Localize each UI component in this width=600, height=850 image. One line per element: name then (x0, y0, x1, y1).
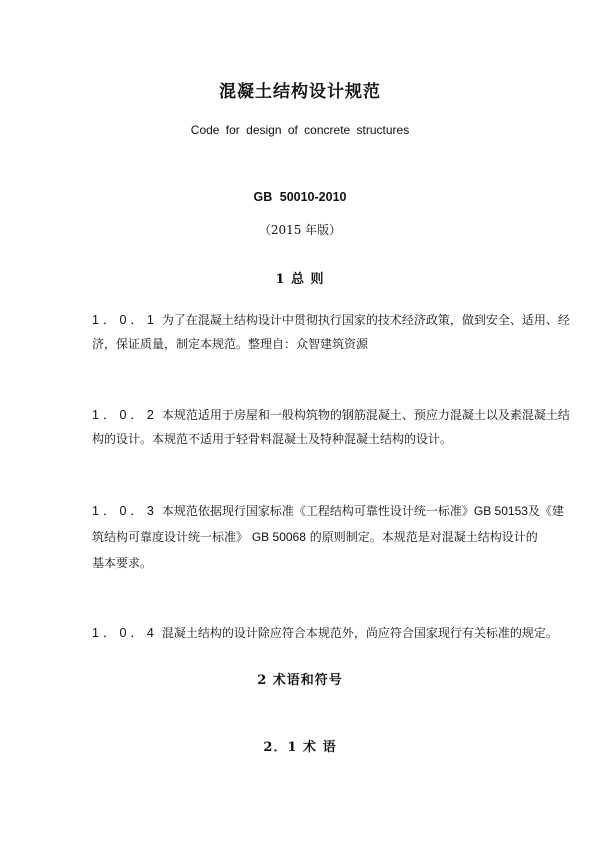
clause-text: 基本要求。 (92, 556, 153, 570)
clause-text: 筑结构可靠度设计统一标准》 (92, 530, 249, 544)
clause-text: 的原则制定。本规范是对混凝土结构设计的 (309, 530, 538, 544)
clause-1-0-2 (92, 403, 570, 451)
clause-line (92, 308, 570, 332)
clause-number: 1．0．4 (92, 626, 158, 640)
clause-number: 1．0．1 (92, 313, 158, 327)
chapter-2-heading: 2 术语和符号 (257, 673, 343, 688)
clause-text: 为了在混凝土结构设计中贯彻执行国家的技术经济政策，做到安全、适用、经 (161, 313, 570, 327)
document-title: 混凝土结构设计规范 (219, 82, 381, 102)
clause-text: 及《建 (527, 504, 564, 518)
section-2-1-heading: 2．1 术 语 (263, 740, 337, 755)
clause-1-0-3 (92, 498, 564, 576)
english-subtitle: Code for design of concrete structures (190, 123, 410, 137)
clause-text: 本规范依据现行国家标准《工程结构可靠性设计统一标准》 (161, 504, 474, 518)
clause-number: 1．0．2 (92, 408, 158, 422)
clause-1-0-4 (92, 621, 558, 645)
clause-line (92, 498, 564, 524)
clause-text: 本规范适用于房屋和一般构筑物的钢筋混凝土、预应力混凝土以及素混凝土结 (161, 408, 570, 422)
standard-reference: GB 50068 (251, 530, 306, 544)
standard-reference: GB 50153 (473, 504, 528, 518)
clause-line (92, 403, 570, 427)
clause-text: 构的设计。本规范不适用于轻骨料混凝土及特种混凝土结构的设计。 (92, 432, 453, 446)
standard-number: GB 50010-2010 (253, 190, 347, 204)
clause-1-0-1 (92, 308, 570, 356)
clause-number: 1．0．3 (92, 504, 158, 518)
chapter-1-heading: 1 总 则 (275, 272, 325, 287)
clause-line (92, 621, 558, 645)
clause-text: 混凝土结构的设计除应符合本规范外，尚应符合国家现行有关标准的规定。 (161, 626, 558, 640)
version-label: （2015 年版） (258, 223, 342, 237)
clause-line (92, 524, 538, 550)
clause-text: 济，保证质量，制定本规范。整理自：众智建筑资源 (92, 337, 369, 351)
